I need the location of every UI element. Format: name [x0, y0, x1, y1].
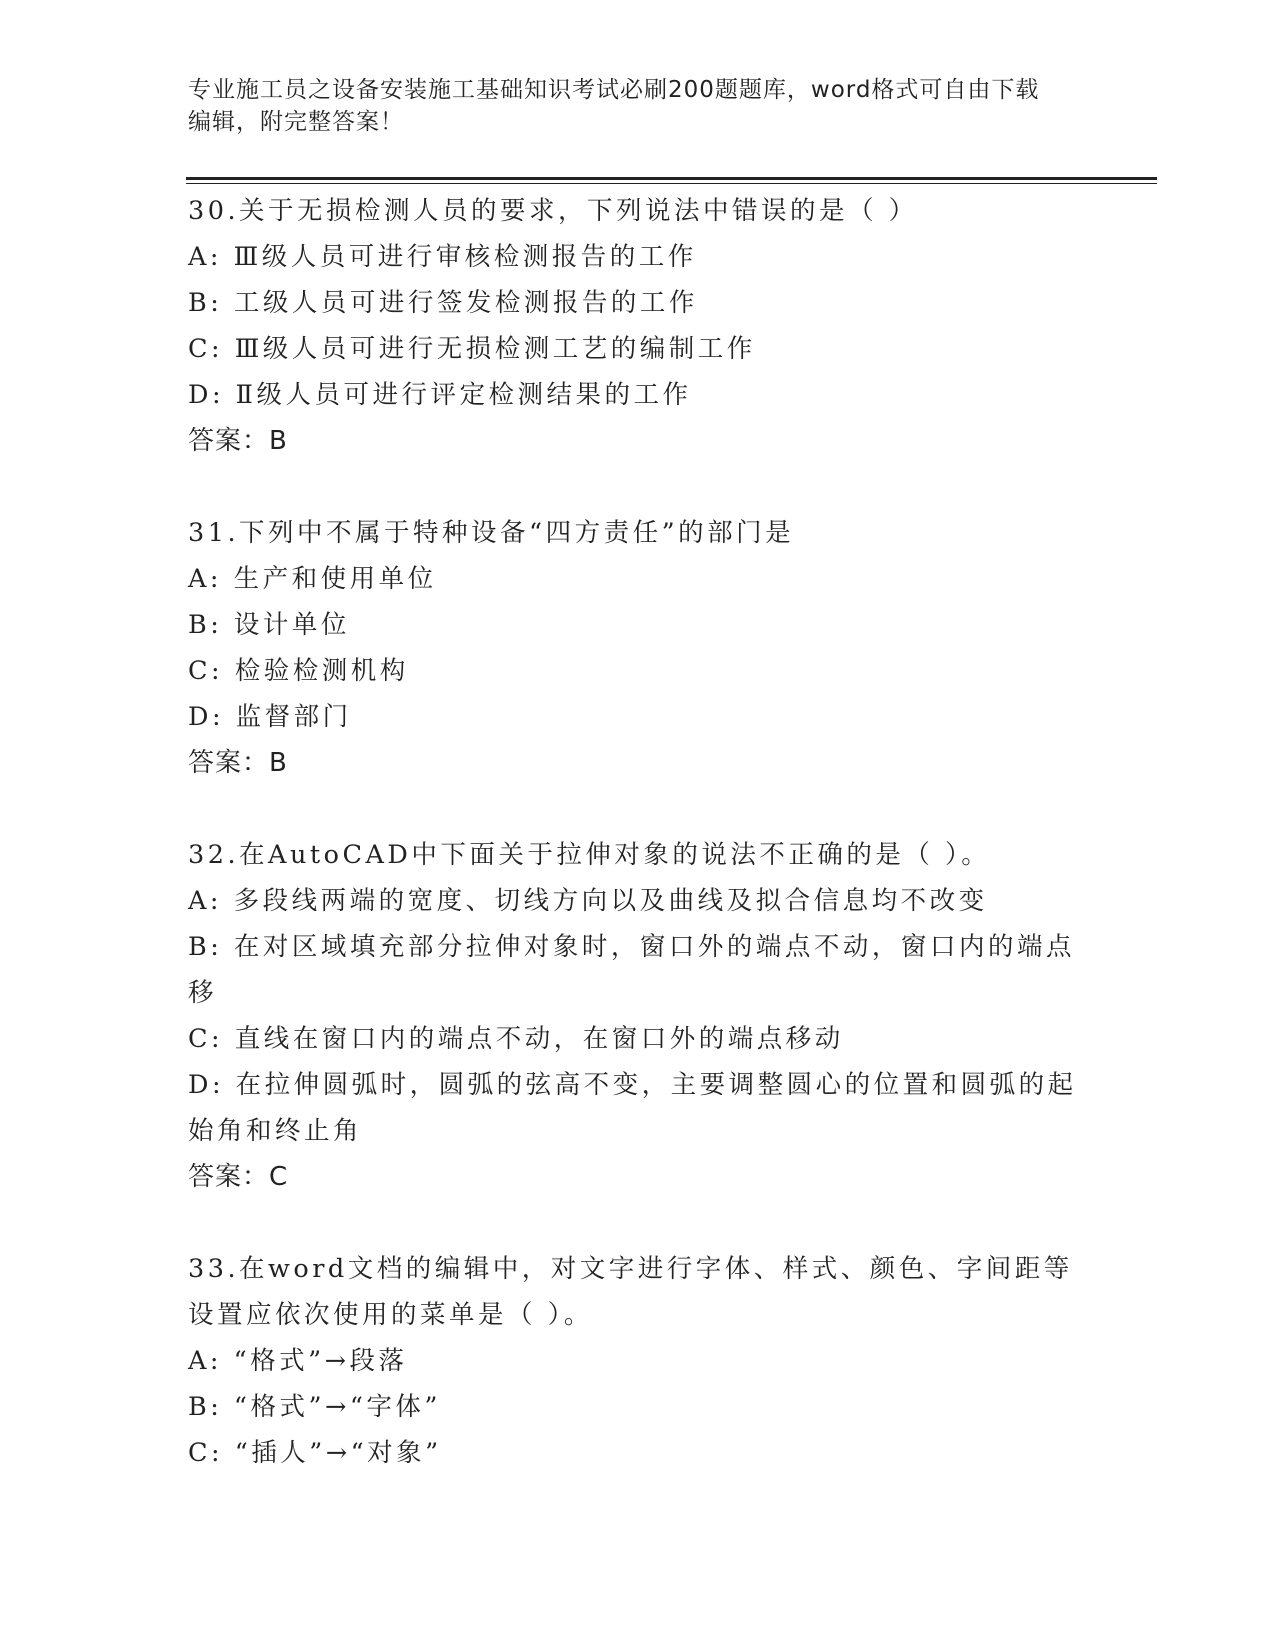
option-c: C: Ⅲ级人员可进行无损检测工艺的编制工作 [188, 334, 756, 364]
header-line-1: 专业施工员之设备安装施工基础知识考试必刷200题题库，word格式可自由下载 [188, 77, 1040, 103]
option-d: D: 在拉伸圆弧时，圆弧的弦高不变，主要调整圆心的位置和圆弧的起始角和终止角 [188, 1070, 1077, 1146]
option-d: D: 监督部门 [188, 702, 352, 732]
header-divider [186, 177, 1157, 180]
question-text: 33.在word文档的编辑中，对文字进行字体、样式、颜色、字间距等设置应依次使用的菜单是（ ）。 [188, 1254, 1073, 1330]
option-b: B: 在对区域填充部分拉伸对象时，窗口外的端点不动，窗口内的端点移 [188, 932, 1075, 1008]
question-30 [188, 188, 1088, 464]
question-31 [188, 510, 1088, 786]
question-33 [188, 1246, 1088, 1476]
option-a: A: Ⅲ级人员可进行审核检测报告的工作 [188, 242, 697, 272]
answer: 答案：B [188, 748, 288, 778]
header-divider-thin [186, 183, 1157, 184]
answer: 答案：C [188, 1162, 289, 1192]
option-a: A: 生产和使用单位 [188, 564, 437, 594]
question-text: 32.在AutoCAD中下面关于拉伸对象的说法不正确的是（ ）。 [188, 840, 991, 870]
option-b: B: “格式”→“字体” [188, 1392, 441, 1422]
question-text: 31.下列中不属于特种设备“四方责任”的部门是 [188, 518, 795, 548]
option-a: A: 多段线两端的宽度、切线方向以及曲线及拟合信息均不改变 [188, 886, 988, 916]
option-c: C: “插人”→“对象” [188, 1438, 442, 1468]
question-text: 30.关于无损检测人员的要求，下列说法中错误的是（ ） [188, 196, 918, 226]
question-list [188, 188, 1088, 1522]
option-d: D: Ⅱ级人员可进行评定检测结果的工作 [188, 380, 692, 410]
option-b: B: 工级人员可进行签发检测报告的工作 [188, 288, 698, 318]
answer: 答案：B [188, 426, 288, 456]
option-c: C: 直线在窗口内的端点不动，在窗口外的端点移动 [188, 1024, 844, 1054]
option-c: C: 检验检测机构 [188, 656, 409, 686]
option-b: B: 设计单位 [188, 610, 350, 640]
question-32 [188, 832, 1088, 1200]
header-line-2: 编辑，附完整答案！ [188, 109, 404, 135]
document-header [188, 74, 1088, 138]
option-a: A: “格式”→段落 [188, 1346, 408, 1376]
